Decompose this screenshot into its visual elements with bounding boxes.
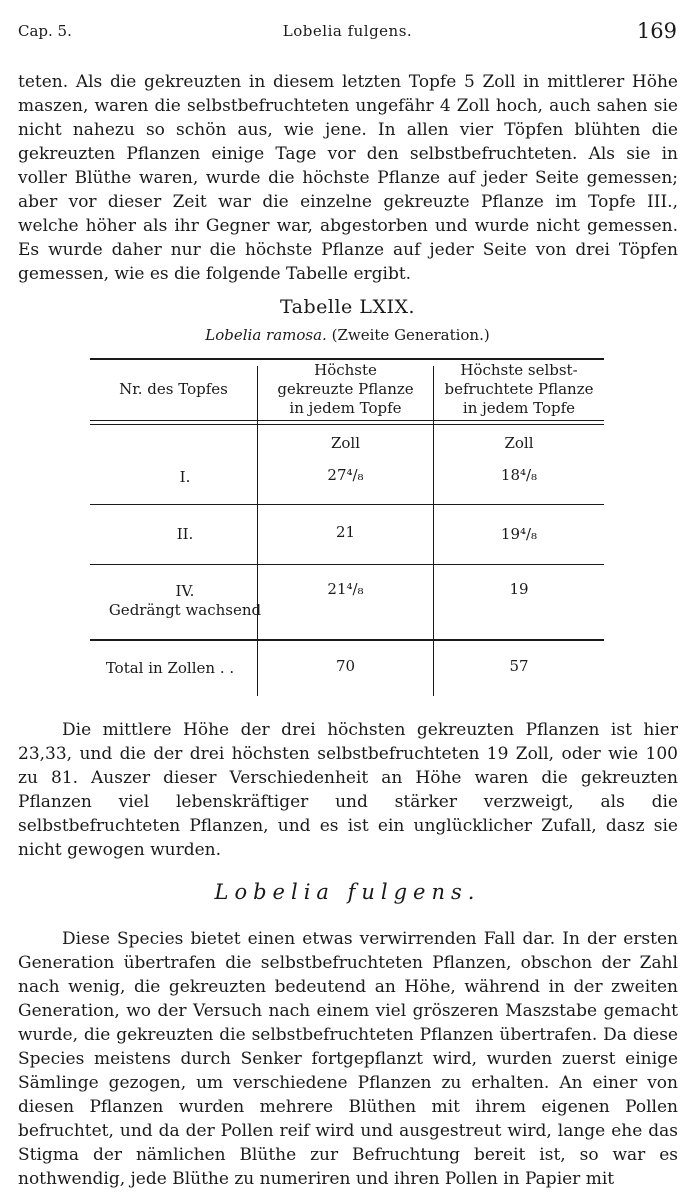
row-pot-note: Gedrängt wachsend	[108, 601, 262, 619]
column-header-line: Nr. des Topfes	[119, 380, 228, 398]
row-self-value: 19	[509, 580, 529, 598]
row-crossed-value: 27⁴/₈	[327, 466, 364, 484]
running-title: Lobelia fulgens.	[282, 22, 413, 40]
row-crossed-value: 21	[335, 523, 356, 541]
column-header-line: Höchste selbst-	[460, 361, 578, 379]
row-pot: II.	[176, 525, 194, 543]
unit-crossed: Zoll	[330, 434, 361, 452]
row-pot: I.	[179, 468, 191, 486]
table-top-rule	[90, 358, 604, 360]
unit-self: Zoll	[504, 434, 534, 452]
total-label: Total in Zollen . .	[105, 659, 235, 677]
chapter-label: Cap. 5.	[18, 22, 72, 40]
data-table	[90, 358, 604, 696]
table-row-rule	[90, 504, 604, 505]
column-header-line: befruchtete Pflanze	[444, 380, 594, 398]
page-header	[18, 19, 677, 48]
table-total-rule	[90, 639, 604, 641]
paragraph-lobelia-fulgens: Diese Species bietet einen etwas verwirrenden Fall dar. In der ersten Generation übertrafen die selbstbefruchteten Pflanzen, obschon der Zahl nach wenig, die gekreuzten bedeutend an Höhe, während in der zweiten Generation, wo der Versuch nach einem viel gröszeren Maszstabe gemacht wurde, die gekreuzten die selbstbefruchteten Pflanzen übertrafen. Da diese Species meistens durch Senker fortgepflanzt wird, wurden zuerst einige Sämlinge gezogen, um verschiedene Pflanzen zu erhalten. An einer von diesen Pflanzen wurden mehrere Blüthen mit ihrem eigenen Pollen befruchtet, und da der Pollen reif wird und ausgestreut wird, lange ehe das Stigma der nämlichen Blüthe zur Befruchtung bereit ist, so war es nothwendig, jede Blüthe zu numeriren und ihren Pollen in Papier mit	[18, 929, 678, 1189]
column-header-line: in jedem Topfe	[289, 399, 402, 417]
column-header-self	[434, 361, 604, 418]
total-self: 57	[509, 657, 529, 675]
column-header-crossed	[258, 361, 433, 418]
column-header-line: Höchste	[314, 361, 377, 379]
page-number: 169	[636, 19, 677, 43]
table-row-rule	[90, 564, 604, 565]
table-header-rule-double	[90, 424, 604, 425]
paragraph-intro: teten. Als die gekreuzten in diesem letzten Topfe 5 Zoll in mittlerer Höhe maszen, waren die selbstbefruchteten ungefähr 4 Zoll hoch, auch sahen sie nicht nahezu so schön aus, wie jene. In allen vier Töpfen blühten die gekreuzten Pflanzen einige Tage vor den selbstbefruchteten. Als sie in voller Blüthe waren, wurde die höchste Pflanze auf jeder Seite gemessen; aber vor dieser Zeit war die einzelne gekreuzte Pflanze im Topfe III., welche höher als ihr Gegner war, abgestorben und wurde nicht gemessen. Es wurde daher nur die höchste Pflanze auf jeder Seite von drei Töpfen gemessen, wie es die folgende Tabelle ergibt.	[18, 72, 678, 284]
column-header-line: gekreuzte Pflanze	[277, 380, 414, 398]
section-heading: Lobelia fulgens.	[214, 880, 481, 904]
table-title: Tabelle LXIX.	[279, 296, 416, 318]
table-subtitle-note: (Zweite Generation.)	[331, 326, 490, 344]
table-subtitle	[0, 326, 695, 344]
column-header-pot	[90, 380, 257, 399]
row-crossed-value: 21⁴/₈	[327, 580, 364, 598]
row-pot-number: IV.	[175, 582, 195, 600]
row-self-value: 18⁴/₈	[500, 466, 538, 484]
total-crossed: 70	[335, 657, 356, 675]
table-subtitle-species: Lobelia ramosa.	[205, 326, 327, 344]
table-header-rule	[90, 420, 604, 421]
paragraph-summary: Die mittlere Höhe der drei höchsten gekreuzten Pflanzen ist hier 23,33, und die der drei höchsten selbstbefruchteten 19 Zoll, oder wie 100 zu 81. Auszer dieser Verschiedenheit an Höhe waren die gekreuzten Pflanzen viel lebenskräftiger und stärker verzweigt, als die selbstbefruchteten Pflanzen, und es ist ein unglücklicher Zufall, dasz sie nicht gewogen wurden.	[18, 720, 678, 860]
row-pot	[90, 582, 280, 620]
row-self-value: 19⁴/₈	[500, 525, 538, 543]
column-header-line: in jedem Topfe	[462, 399, 576, 417]
